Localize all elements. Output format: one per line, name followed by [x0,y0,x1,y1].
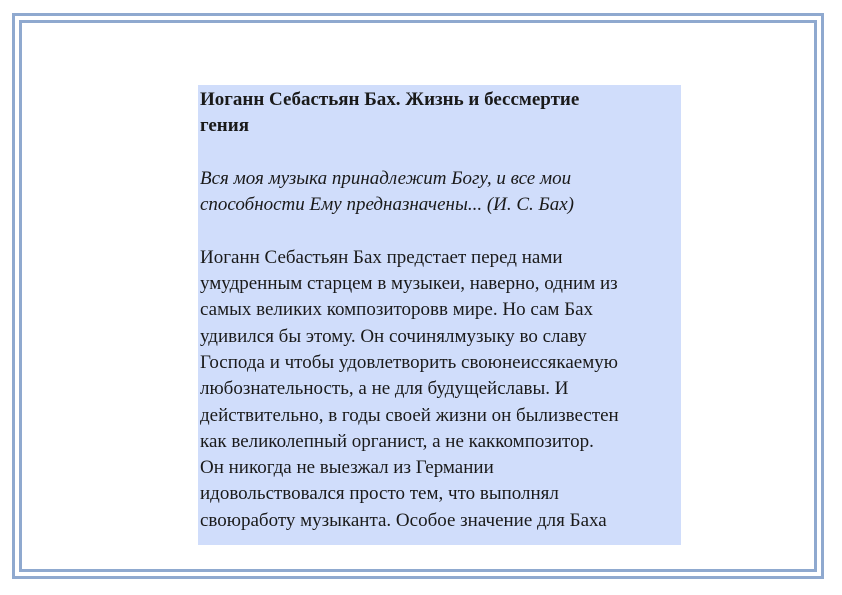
epigraph-quote [200,166,681,219]
body-line: любознательность, а не для будущейславы. И [200,378,569,400]
body-line: как великолепный органист, а не каккомпозитор. [200,430,594,452]
quote-line: Вся моя музыка принадлежит Богу, и все мои [200,167,572,189]
body-line: своюработу музыканта. Особое значение для Баха [200,509,607,531]
body-line: Он никогда не выезжал из Германии [200,457,494,479]
body-line: Иоганн Себастьян Бах предстает перед нами [200,246,563,268]
document-title [200,87,681,140]
body-line: действительно, в годы своей жизни он былизвестен [200,404,619,426]
title-line: гения [200,115,249,137]
body-line: Господа и чтобы удовлетворить своюнеиссякаемую [200,351,618,373]
body-line: удивился бы этому. Он сочинялмузыку во славу [200,325,587,347]
title-line: Иоганн Себастьян Бах. Жизнь и бессмертие [200,89,580,110]
body-line: самых великих композиторовв мире. Но сам Бах [200,299,594,321]
text-box[interactable] [198,85,681,545]
body-paragraph [200,245,681,534]
quote-line: способности Ему предназначены... (И. С. Бах) [200,194,575,216]
body-line: идовольствовался просто тем, что выполнял [200,483,559,505]
body-line: умудренным старцем в музыкеи, наверно, одним из [200,273,618,295]
